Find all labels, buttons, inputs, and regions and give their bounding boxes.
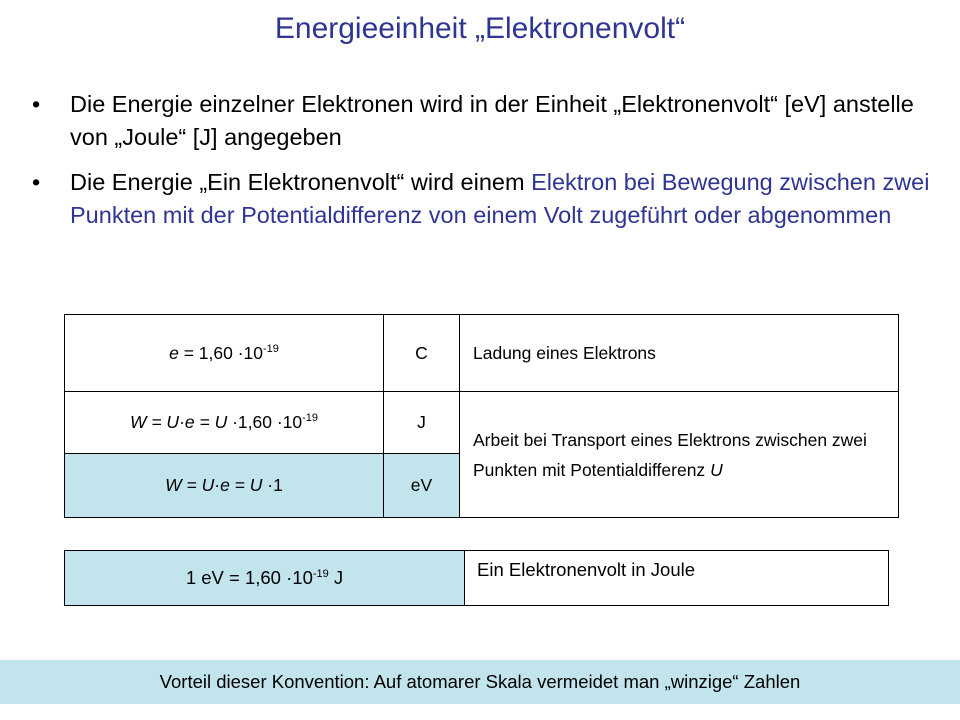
- footer-note: Vorteil dieser Konvention: Auf atomarer Skala vermeidet man „winzige“ Zahlen: [0, 660, 960, 704]
- conversion-table: [64, 550, 889, 606]
- bullet-text-2b: Elektron bei Bewegung zwischen zwei Punkten mit der Potentialdifferenz von einem Volt zugeführt oder abgenommen: [70, 169, 930, 228]
- conversion-description-cell: Ein Elektronenvolt in Joule: [465, 551, 889, 606]
- merged-description-cell: Arbeit bei Transport eines Elektrons zwischen zwei Punkten mit Potentialdifferenz U: [460, 392, 899, 518]
- unit-cell: C: [384, 315, 460, 392]
- bullet-marker: •: [32, 91, 41, 117]
- unit-cell: J: [384, 392, 460, 454]
- bullet-text-2a: Die Energie „Ein Elektronenvolt“ wird einem: [70, 169, 532, 195]
- bullet-marker: •: [32, 169, 41, 195]
- table-row: [65, 315, 899, 392]
- slide-title: Energieeinheit „Elektronenvolt“: [274, 12, 686, 45]
- bullet-list: [32, 88, 937, 244]
- bullet-item-1: [32, 88, 937, 154]
- description-cell: Ladung eines Elektrons: [460, 315, 899, 392]
- unit-cell-highlighted: eV: [384, 454, 460, 518]
- table-row: [65, 392, 899, 454]
- table-row: [65, 551, 889, 606]
- formula-cell-highlighted: W = U·e = U ·1: [65, 454, 384, 518]
- bullet-text-1: Die Energie einzelner Elektronen wird in der Einheit „Elektronenvolt“ [eV] anstelle von „Joule“ [J] angegeben: [70, 91, 914, 150]
- conversion-formula-cell: 1 eV = $1,60 \cdot 10^{-19}$ J: [65, 551, 465, 606]
- formula-cell: $e = 1,60 \cdot 10^{-19}$: [65, 315, 384, 392]
- units-table: [64, 314, 899, 518]
- formula-cell: $W = U\cdot e = U \cdot 1,60 \cdot 10^{-19}$: [65, 392, 384, 454]
- bullet-item-2: [32, 166, 937, 232]
